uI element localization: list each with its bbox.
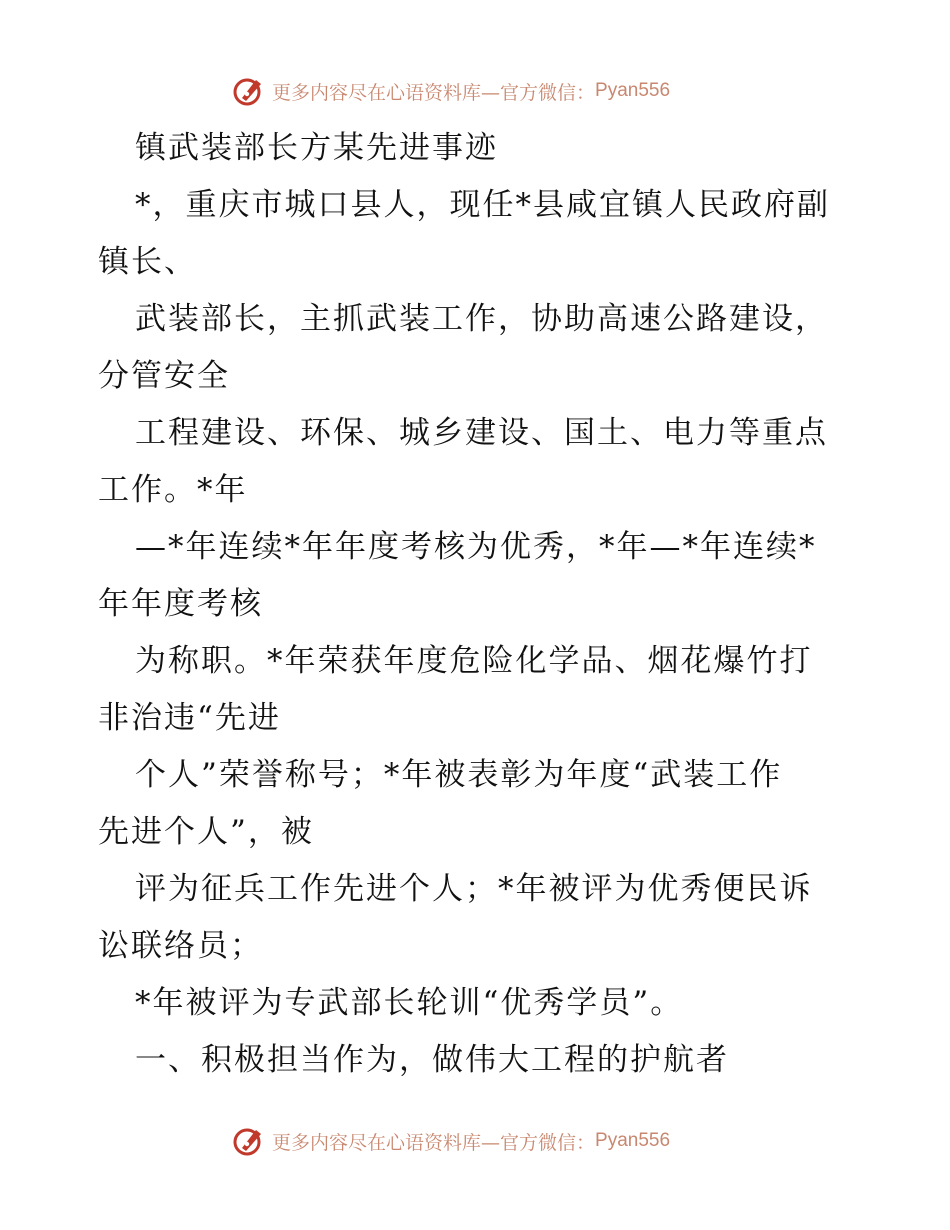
- text-line: 武装部长，主抓武装工作，协助高速公路建设，: [135, 301, 828, 337]
- watermark-wechat-id: Pyan556: [595, 80, 671, 101]
- text-line: 先进个人”，被: [98, 814, 314, 850]
- text-line: 讼联络员；: [98, 928, 263, 964]
- text-line: *，重庆市城口县人，现任*县咸宜镇人民政府副: [135, 187, 830, 223]
- pen-nib-logo-icon: [232, 1124, 266, 1158]
- text-line: —*年连续*年年度考核为优秀，*年—*年连续*: [135, 529, 817, 565]
- text-line: 分管安全: [98, 358, 230, 394]
- text-line: 年年度考核: [98, 586, 263, 622]
- watermark-text: 更多内容尽在心语资料库—官方微信：: [272, 81, 596, 104]
- text-line: 为称职。*年荣获年度危险化学品、烟花爆竹打: [135, 643, 813, 679]
- text-line: *年被评为专武部长轮训“优秀学员”。: [135, 985, 684, 1021]
- text-line: 非治违“先进: [98, 700, 281, 736]
- text-line: 工作。*年: [98, 472, 248, 508]
- text-line: 镇长、: [98, 244, 197, 280]
- watermark-wechat-id: Pyan556: [595, 1130, 671, 1151]
- text-line: 工程建设、环保、城乡建设、国土、电力等重点: [135, 415, 828, 451]
- text-line: 评为征兵工作先进个人；*年被评为优秀便民诉: [135, 871, 813, 907]
- document-body: [98, 120, 858, 1089]
- document-title: 镇武装部长方某先进事迹: [135, 130, 498, 166]
- text-line: 个人”荣誉称号；*年被表彰为年度“武装工作: [135, 757, 783, 793]
- footer-watermark: [232, 1121, 670, 1161]
- pen-nib-logo-icon: [232, 74, 266, 108]
- header-watermark: [232, 71, 670, 111]
- section-heading: 一、积极担当作为，做伟大工程的护航者: [135, 1042, 729, 1078]
- watermark-text: 更多内容尽在心语资料库—官方微信：: [272, 1131, 596, 1154]
